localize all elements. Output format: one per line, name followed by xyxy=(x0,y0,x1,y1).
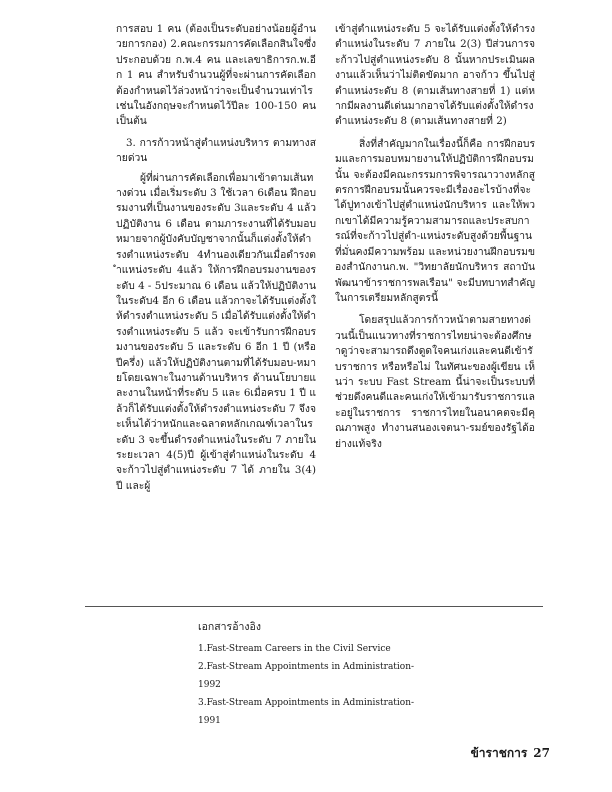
left-paragraph-2: ผู้ที่ผ่านการคัดเลือกเพื่อมาเข้าตามเส้นทางด่วน เมื่อเริ่มระดับ 3 ใช้เวลา 6เดือน ฝึกอบรมงานที่เป็นงานของระดับ 3และระดับ 4 แล้วปฏิบัติงาน 6 เดือน ตามภาระงานที่ได้รับมอบหมายจากผู้บังคับบัญชาจากนั้นก็แต่งตั้งให้ดำรงตำแหน่งระดับ 4ทำนองเดียวกันเมื่อดำรงตำแหน่งระดับ 4แล้ว ให้การฝึกอบรมงานของระดับ 4 - 5ประมาณ 6 เดือน แล้วให้ปฏิบัติงานในระดับ4 อีก 6 เดือน แล้วกาจะได้รับแต่งตั้งให้ดำรงตำแหน่งระดับ 5 เมื่อได้รับแต่งตั้งให้ดำรงตำแหน่งระดับ 5 แล้ว จะเข้ารับการฝึกอบรมงานของระดับ 5 และระดับ 6 อีก 1 ปี (หรือปีครึ่ง) แล้วให้ปฏิบัติงานตามที่ได้รับมอบ-หมายโดยเฉพาะในงานด้านบริหาร ด้านนโยบายและงานในหน้าที่ระดับ 5 และ 6เมื่อครบ 1 ปี แล้วก็ได้รับแต่งตั้งให้ดำรงตำแหน่งระดับ 7 จึงจะเห็นได้ว่าหนักและฉลาดหลักเกณฑ์เวลาในระดับ 3 จะขึ้นดำรงตำแหน่งในระดับ 7 ภายในระยะเวลา 4(5)ปี ผู้เข้าสู่ตำแหน่งในระดับ 4 จะก้าวไปสู่ตำแหน่งระดับ 7 ได้ ภายใน 3(4) ปี และผู้ xyxy=(116,171,316,492)
journal-name: ข้าราชการ xyxy=(470,746,528,760)
left-column xyxy=(116,22,316,598)
references-title: เอกสารอ้างอิง xyxy=(198,621,261,633)
section-heading: 3. การก้าวหน้าสู่ตำแหน่งบริหาร ตามทางสายด่วน xyxy=(116,136,316,165)
reference-line: 2.Fast-Stream Appointments in Administration- xyxy=(198,662,415,672)
reference-line: 1991 xyxy=(198,716,221,726)
reference-line: 1992 xyxy=(198,680,221,690)
page-footer xyxy=(471,744,550,763)
right-paragraph-2: สิ่งที่สำคัญมากในเรื่องนี้ก็คือ การฝึกอบรมและการมอบหมายงานให้ปฏิบัติการฝึกอบรมนั้น จะต้องมีคณะกรรมการพิจารณาวางหลักสูตรการฝึกอบรมนั้นควรจะมีเรื่องอะไรบ้างที่จะได้ปูทางเข้าไปสู่ตำแหน่งนักบริหาร และให้พวกเขาได้มีความรู้ความสามารถและประสบการณ์ที่จะก้าวไปสู่ตำ-แหน่งระดับสูงด้วยพื้นฐานที่มั่นคงมีความพร้อม และหน่วยงานฝึกอบรมของสำนักงานก.พ. "วิทยาลัยนักบริหาร สถาบันพัฒนาข้าราชการพลเรือน" จะมีบทบาทสำคัญในการเตรียมหลักสูตรนี้ xyxy=(335,137,535,304)
right-paragraph-1: เข้าสู่ตำแหน่งระดับ 5 จะได้รับแต่งตั้งให้ดำรงตำแหน่งในระดับ 7 ภายใน 2(3) ปีส่วนการจะก้าวไปสู่ตำแหน่งระดับ 8 นั้นหากประเมินผลงานแล้วเห็นว่าไม่ติดขัดมาก อาจก้าว ขึ้นไปสู่ตำแหน่งระดับ 8 (ตามเส้นทางสายที่ 1) แต่หากมีผลงานดีเด่นมากอาจได้รับแต่งตั้งให้ดำรงตำแหน่งระดับ 8 (ตามเส้นทางสายที่ 2) xyxy=(335,23,535,128)
right-paragraph-3: โดยสรุปแล้วการก้าวหน้าตามสายทางด่วนนี้เป็นแนวทางที่ราชการไทยน่าจะต้องศึกษาดูว่าจะสามารถดึงดูดใจคนเก่งและคนดีเข้ารับราชการ หรือหรือไม่ ในทัศนะของผู้เขียน เห็นว่า ระบบ Fast Stream นี้น่าจะเป็นระบบที่ช่วยดึงคนดีและคนเก่งให้เข้ามารับราชการและอยู่ในราชการ ราชการไทยในอนาคตจะมีคุณภาพสูง ทำงานสนองเจตนา-รมย์ของรัฐได้อย่างแท้จริง xyxy=(335,314,535,450)
page-number: 27 xyxy=(533,746,550,760)
references-block xyxy=(198,618,428,730)
left-paragraph-1: การสอบ 1 คน (ต้องเป็นระดับอย่างน้อยผู้อำนวยการกอง) 2.คณะกรรมการคัดเลือกสินใจซึ่งประกอบด้วย ก.พ.4 คน และเลขาธิการก.พ.อีก 1 คน สำหรับจำนวนผู้ที่จะผ่านการคัดเลือก ต้องกำหนดไว้ล่วงหน้าว่าจะเป็นจำนวนเท่าไร เช่นในอังกฤษจะกำหนดไว้ปีละ 100-150 คน เป็นต้น xyxy=(116,23,316,128)
reference-line: 1.Fast-Stream Careers in the Civil Service xyxy=(198,644,391,654)
reference-line: 3.Fast-Stream Appointments in Administration- xyxy=(198,698,415,708)
section-divider xyxy=(85,606,543,607)
right-column xyxy=(335,22,535,482)
